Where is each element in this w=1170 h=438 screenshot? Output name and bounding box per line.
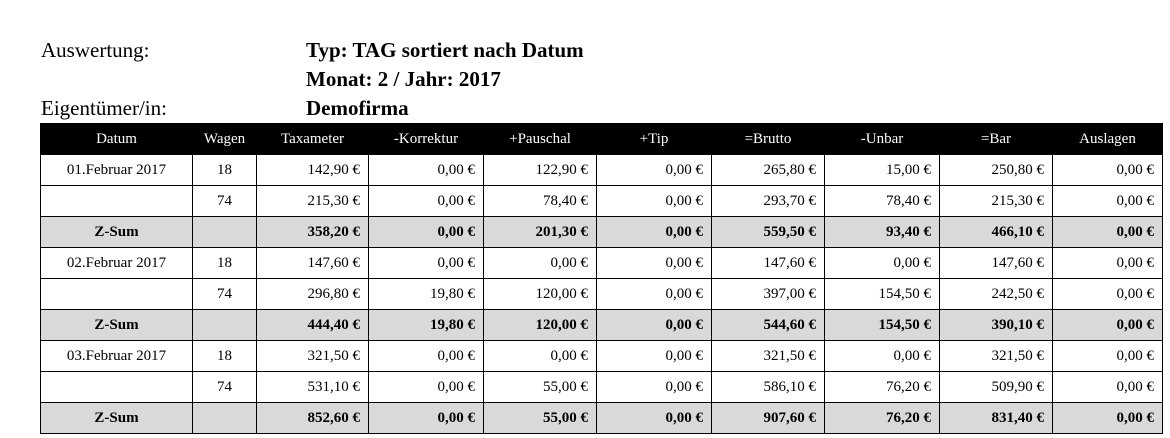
table-cell: 586,10 €: [712, 372, 825, 403]
table-cell: 0,00 €: [369, 341, 484, 372]
table-cell: 0,00 €: [1053, 341, 1163, 372]
subtotal-row: [41, 403, 1163, 434]
table-cell: [41, 372, 193, 403]
table-row: [41, 186, 1163, 217]
table-cell: 76,20 €: [825, 403, 940, 434]
table-cell: 0,00 €: [1053, 248, 1163, 279]
table-cell: 0,00 €: [369, 186, 484, 217]
eigentuemer-label: Eigentümer/in:: [41, 96, 167, 120]
table-cell: 0,00 €: [597, 248, 712, 279]
table-cell: 02.Februar 2017: [41, 248, 193, 279]
table-cell: 390,10 €: [940, 310, 1053, 341]
table-cell: 215,30 €: [940, 186, 1053, 217]
column-header: Wagen: [193, 124, 257, 155]
table-cell: 321,50 €: [712, 341, 825, 372]
table-cell: 0,00 €: [484, 248, 597, 279]
table-cell: 242,50 €: [940, 279, 1053, 310]
table-cell: 18: [193, 341, 257, 372]
table-row: [41, 372, 1163, 403]
table-cell: [41, 279, 193, 310]
table-cell: 74: [193, 279, 257, 310]
table-cell: 0,00 €: [825, 248, 940, 279]
table-cell: 03.Februar 2017: [41, 341, 193, 372]
table-cell: 0,00 €: [1053, 217, 1163, 248]
table-cell: 0,00 €: [597, 217, 712, 248]
report-table: [40, 123, 1163, 434]
table-cell: 0,00 €: [1053, 186, 1163, 217]
table-cell: 358,20 €: [257, 217, 369, 248]
table-row: [41, 248, 1163, 279]
table-cell: 78,40 €: [825, 186, 940, 217]
column-header: Datum: [41, 124, 193, 155]
table-cell: 544,60 €: [712, 310, 825, 341]
table-cell: 296,80 €: [257, 279, 369, 310]
table-cell: 154,50 €: [825, 310, 940, 341]
table-cell: 0,00 €: [1053, 155, 1163, 186]
table-cell: Z-Sum: [41, 217, 193, 248]
table-cell: 466,10 €: [940, 217, 1053, 248]
table-cell: 01.Februar 2017: [41, 155, 193, 186]
table-cell: 531,10 €: [257, 372, 369, 403]
column-header: Auslagen: [1053, 124, 1163, 155]
table-cell: 0,00 €: [825, 341, 940, 372]
table-cell: 120,00 €: [484, 279, 597, 310]
table-cell: 18: [193, 155, 257, 186]
table-cell: 0,00 €: [1053, 279, 1163, 310]
column-header: -Unbar: [825, 124, 940, 155]
table-body: [41, 155, 1163, 434]
table-cell: 18: [193, 248, 257, 279]
table-cell: 0,00 €: [597, 403, 712, 434]
report-type: Typ: TAG sortiert nach Datum: [306, 38, 584, 62]
table-cell: 154,50 €: [825, 279, 940, 310]
table-cell: 559,50 €: [712, 217, 825, 248]
auswertung-label: Auswertung:: [41, 38, 150, 62]
table-cell: Z-Sum: [41, 403, 193, 434]
table-cell: 0,00 €: [369, 372, 484, 403]
subtotal-row: [41, 217, 1163, 248]
header-row: [41, 124, 1163, 155]
table-cell: 0,00 €: [484, 341, 597, 372]
table-cell: 74: [193, 186, 257, 217]
company-name: Demofirma: [306, 96, 409, 120]
table-cell: 293,70 €: [712, 186, 825, 217]
table-cell: 0,00 €: [597, 310, 712, 341]
table-cell: [193, 403, 257, 434]
column-header: +Pauschal: [484, 124, 597, 155]
table-cell: 0,00 €: [1053, 310, 1163, 341]
report-period: Monat: 2 / Jahr: 2017: [306, 67, 501, 91]
table-cell: 0,00 €: [597, 279, 712, 310]
table-cell: 0,00 €: [369, 217, 484, 248]
column-header: Taxameter: [257, 124, 369, 155]
column-header: =Brutto: [712, 124, 825, 155]
table-cell: 509,90 €: [940, 372, 1053, 403]
table-cell: 55,00 €: [484, 372, 597, 403]
table-cell: 215,30 €: [257, 186, 369, 217]
table-cell: 19,80 €: [369, 310, 484, 341]
table-cell: [41, 186, 193, 217]
table-cell: 76,20 €: [825, 372, 940, 403]
table-cell: 15,00 €: [825, 155, 940, 186]
table-cell: 147,60 €: [257, 248, 369, 279]
table-cell: [193, 310, 257, 341]
table-cell: 0,00 €: [1053, 403, 1163, 434]
table-row: [41, 155, 1163, 186]
table-cell: 0,00 €: [597, 372, 712, 403]
table-cell: 831,40 €: [940, 403, 1053, 434]
table-cell: 142,90 €: [257, 155, 369, 186]
table-cell: 78,40 €: [484, 186, 597, 217]
table-cell: 0,00 €: [1053, 372, 1163, 403]
table-cell: 0,00 €: [597, 341, 712, 372]
table-cell: 250,80 €: [940, 155, 1053, 186]
table-cell: [193, 217, 257, 248]
table-cell: 0,00 €: [597, 186, 712, 217]
table-cell: 19,80 €: [369, 279, 484, 310]
table-cell: Z-Sum: [41, 310, 193, 341]
subtotal-row: [41, 310, 1163, 341]
table-cell: 55,00 €: [484, 403, 597, 434]
table-cell: 907,60 €: [712, 403, 825, 434]
table-cell: 74: [193, 372, 257, 403]
table-cell: 265,80 €: [712, 155, 825, 186]
table-row: [41, 279, 1163, 310]
table-cell: 147,60 €: [712, 248, 825, 279]
table-cell: 147,60 €: [940, 248, 1053, 279]
table-cell: 321,50 €: [257, 341, 369, 372]
table-cell: 0,00 €: [369, 403, 484, 434]
table-cell: 444,40 €: [257, 310, 369, 341]
column-header: =Bar: [940, 124, 1053, 155]
table-row: [41, 341, 1163, 372]
table-cell: 0,00 €: [369, 248, 484, 279]
table-cell: 0,00 €: [369, 155, 484, 186]
table-cell: 120,00 €: [484, 310, 597, 341]
table-cell: 201,30 €: [484, 217, 597, 248]
table-cell: 852,60 €: [257, 403, 369, 434]
table-cell: 321,50 €: [940, 341, 1053, 372]
table-cell: 93,40 €: [825, 217, 940, 248]
table-cell: 122,90 €: [484, 155, 597, 186]
table-cell: 397,00 €: [712, 279, 825, 310]
column-header: +Tip: [597, 124, 712, 155]
column-header: -Korrektur: [369, 124, 484, 155]
table-cell: 0,00 €: [597, 155, 712, 186]
